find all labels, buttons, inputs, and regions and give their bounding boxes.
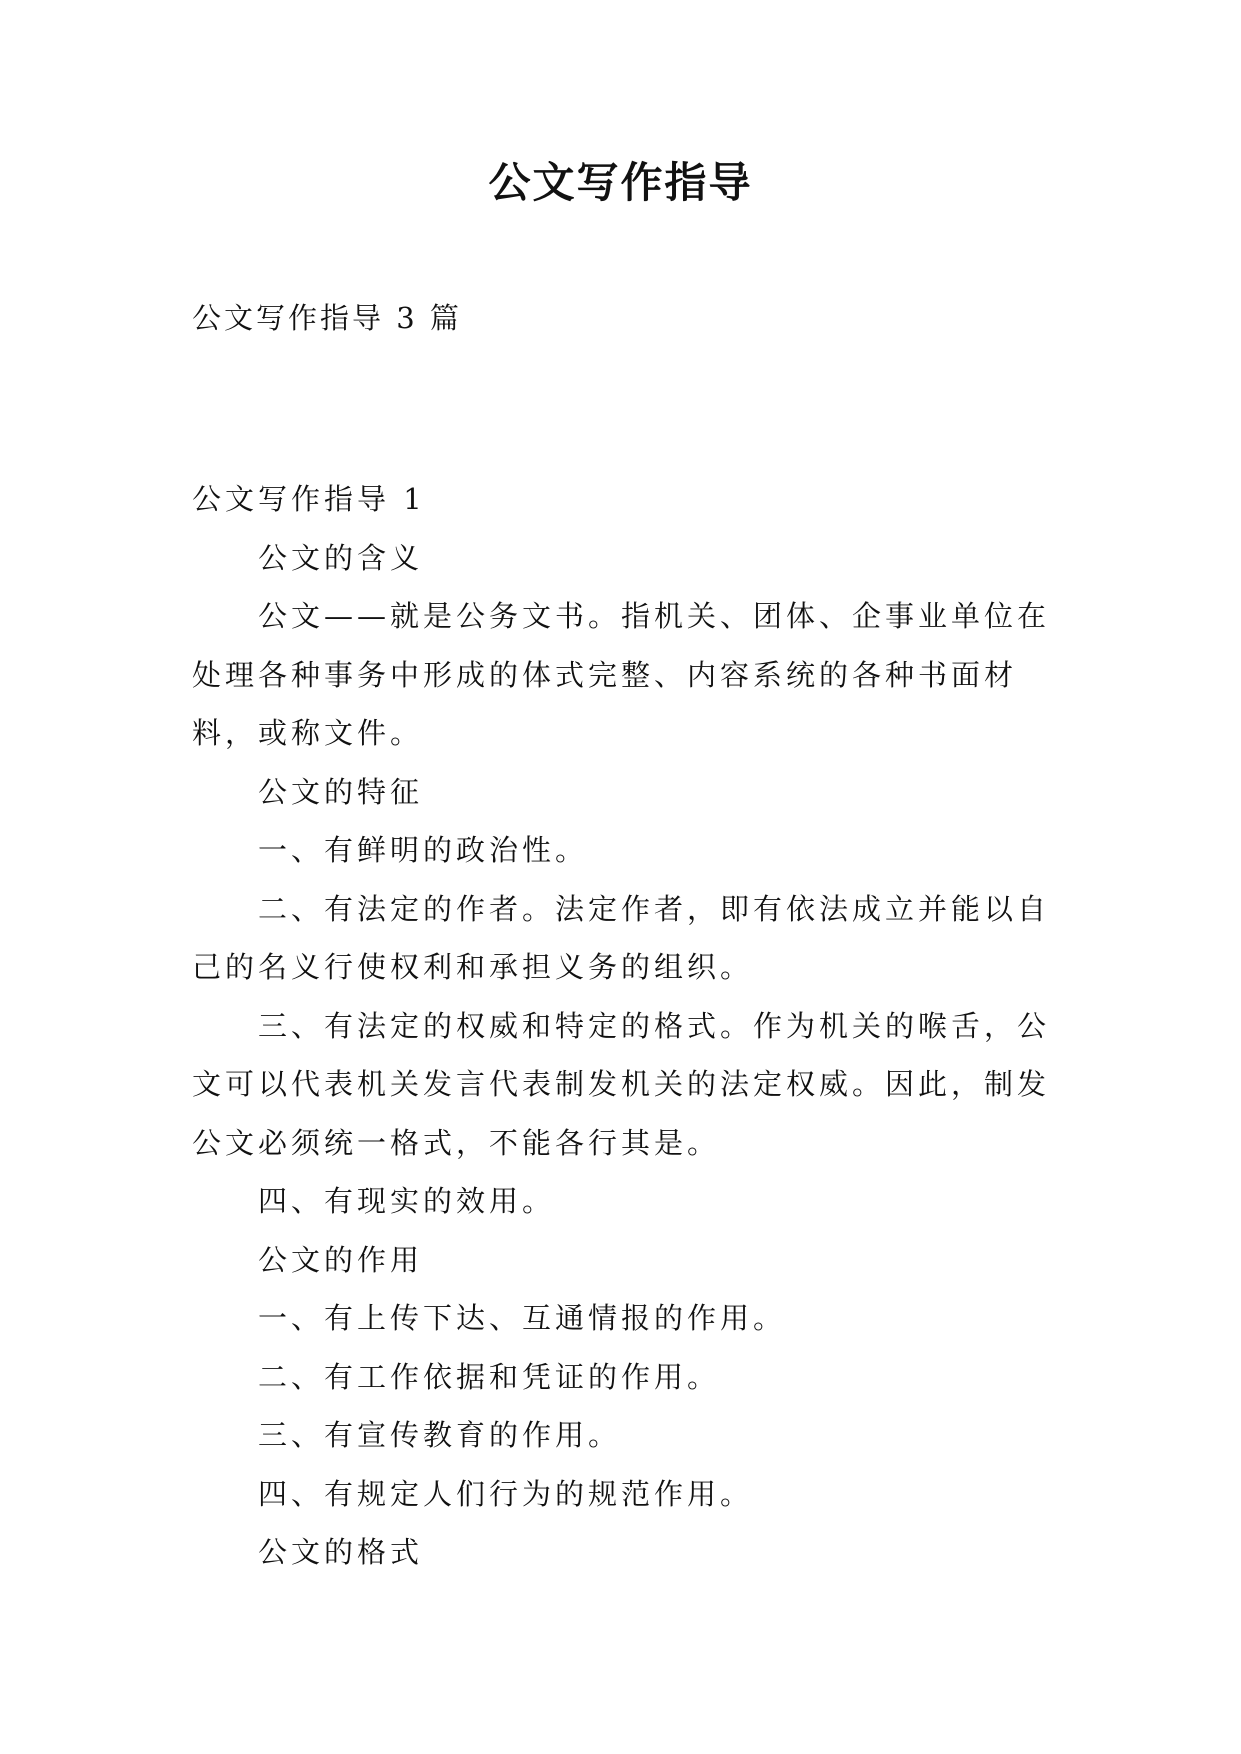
section-heading: 公文写作指导 1 (192, 482, 426, 516)
paragraph: 公文——就是公务文书。指机关、团体、企事业单位在处理各种事务中形成的体式完整、内容系统的各种书面材料，或称文件。 (192, 599, 1051, 750)
paragraph: 二、有工作依据和凭证的作用。 (258, 1359, 721, 1394)
document-title: 公文写作指导 (488, 158, 753, 207)
paragraph: 一、有鲜明的政治性。 (258, 833, 589, 867)
paragraph: 三、有法定的权威和特定的格式。作为机关的喉舌，公文可以代表机关发言代表制发机关的法定权威。因此，制发公文必须统一格式，不能各行其是。 (192, 1008, 1051, 1160)
paragraph-heading: 公文的格式 (258, 1535, 424, 1569)
paragraph: 二、有法定的作者。法定作者，即有依法成立并能以自己的名义行使权利和承担义务的组织。 (192, 891, 1051, 984)
paragraph-heading: 公文的特征 (258, 774, 424, 809)
paragraph-heading: 公文的作用 (258, 1242, 424, 1277)
document-subtitle: 公文写作指导 3 篇 (192, 301, 462, 335)
paragraph-heading: 公文的含义 (258, 540, 424, 575)
paragraph: 一、有上传下达、互通情报的作用。 (258, 1301, 787, 1335)
paragraph: 四、有现实的效用。 (258, 1184, 556, 1218)
paragraph: 四、有规定人们行为的规范作用。 (258, 1476, 754, 1511)
paragraph: 三、有宣传教育的作用。 (258, 1418, 622, 1452)
document-body (192, 470, 1052, 1582)
